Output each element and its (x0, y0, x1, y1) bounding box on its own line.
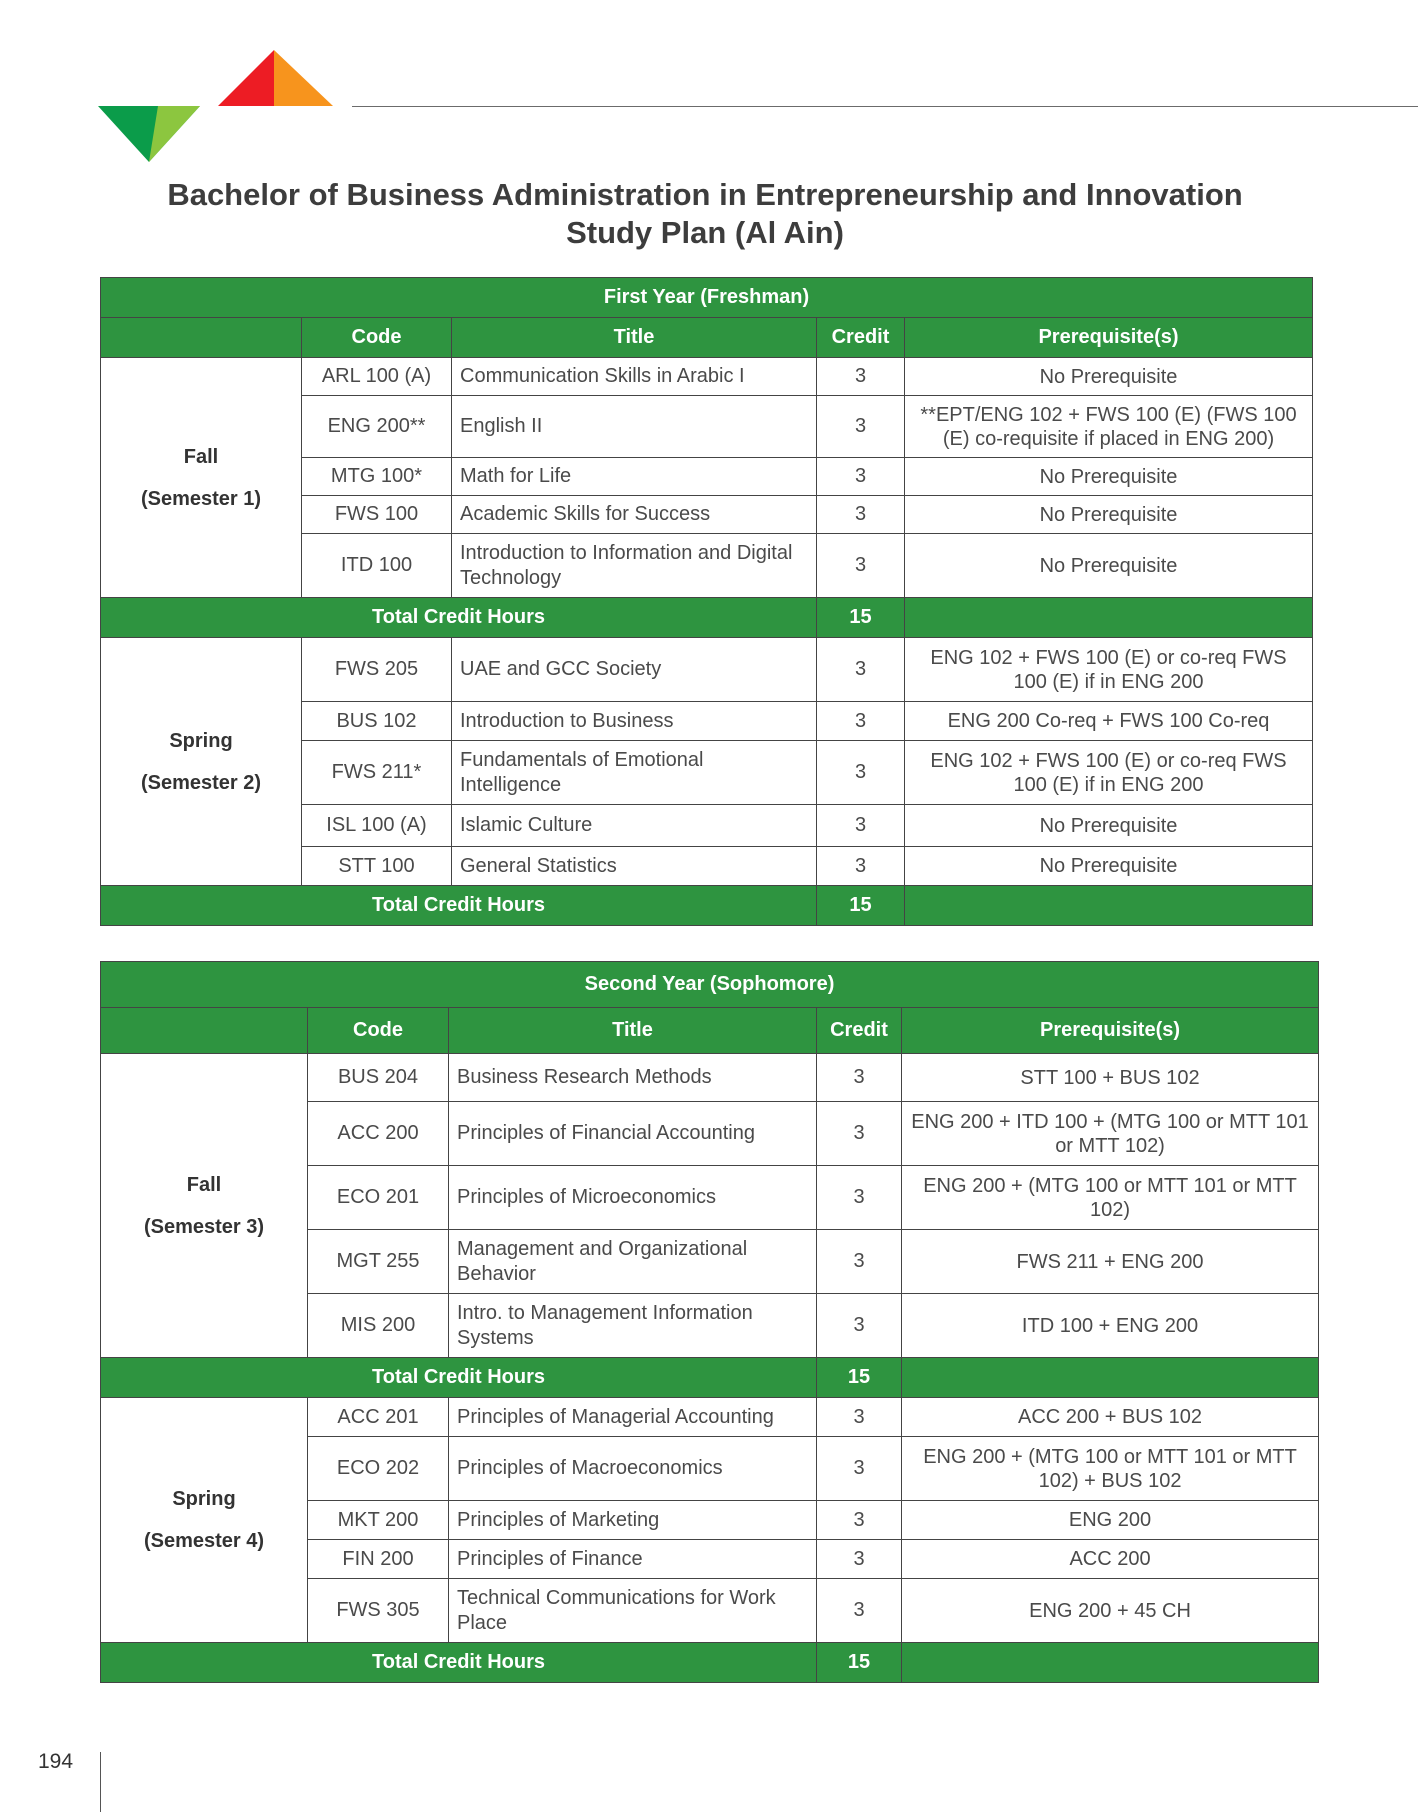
course-title: Principles of Finance (449, 1540, 817, 1579)
course-prereq: ENG 200 + 45 CH (902, 1579, 1319, 1643)
total-blank (905, 598, 1313, 638)
page-title (100, 176, 1310, 252)
total-label: Total Credit Hours (101, 1358, 817, 1398)
course-prereq: ENG 200 + (MTG 100 or MTT 101 or MTT 102) + BUS 102 (902, 1437, 1319, 1501)
table-row (101, 358, 1313, 396)
course-credit: 3 (817, 805, 905, 847)
total-label: Total Credit Hours (101, 1643, 817, 1683)
course-credit: 3 (817, 741, 905, 805)
header-title: Title (449, 1008, 817, 1054)
course-code: ISL 100 (A) (302, 805, 452, 847)
course-prereq: ACC 200 (902, 1540, 1319, 1579)
course-prereq: No Prerequisite (905, 496, 1313, 534)
course-code: ECO 202 (308, 1437, 449, 1501)
course-title: Principles of Marketing (449, 1501, 817, 1540)
course-prereq: ENG 200 + ITD 100 + (MTG 100 or MTT 101 or MTT 102) (902, 1102, 1319, 1166)
course-prereq: STT 100 + BUS 102 (902, 1054, 1319, 1102)
course-title: Intro. to Management Information Systems (449, 1294, 817, 1358)
course-credit: 3 (817, 1579, 902, 1643)
course-code: ACC 200 (308, 1102, 449, 1166)
course-code: ACC 201 (308, 1398, 449, 1437)
total-value: 15 (817, 598, 905, 638)
course-credit: 3 (817, 1501, 902, 1540)
second-year-table (100, 961, 1319, 1683)
semester-label: (Semester 1) (140, 487, 262, 510)
semester-cell (101, 1054, 308, 1358)
course-credit: 3 (817, 534, 905, 598)
total-value: 15 (817, 886, 905, 926)
total-row (101, 1358, 1319, 1398)
term-label: Spring (169, 729, 233, 752)
course-credit: 3 (817, 702, 905, 741)
course-title: Business Research Methods (449, 1054, 817, 1102)
course-title: Communication Skills in Arabic I (452, 358, 817, 396)
title-line-2: Study Plan (Al Ain) (566, 215, 844, 250)
total-blank (905, 886, 1313, 926)
course-prereq: No Prerequisite (905, 847, 1313, 886)
course-credit: 3 (817, 496, 905, 534)
semester-cell (101, 358, 302, 598)
total-value: 15 (817, 1643, 902, 1683)
course-title: Introduction to Business (452, 702, 817, 741)
course-code: ITD 100 (302, 534, 452, 598)
university-logo (98, 50, 338, 162)
course-credit: 3 (817, 847, 905, 886)
course-title: English II (452, 396, 817, 458)
course-credit: 3 (817, 458, 905, 496)
total-value: 15 (817, 1358, 902, 1398)
course-prereq: No Prerequisite (905, 534, 1313, 598)
page-number: 194 (38, 1750, 74, 1773)
total-blank (902, 1358, 1319, 1398)
course-prereq: FWS 211 + ENG 200 (902, 1230, 1319, 1294)
course-code: ENG 200** (302, 396, 452, 458)
course-credit: 3 (817, 1054, 902, 1102)
header-rule (352, 106, 1418, 107)
total-row (101, 886, 1313, 926)
term-label: Fall (186, 1173, 222, 1196)
course-title: Islamic Culture (452, 805, 817, 847)
course-title: Management and Organizational Behavior (449, 1230, 817, 1294)
header-credit: Credit (817, 1008, 902, 1054)
course-title: Math for Life (452, 458, 817, 496)
header-code: Code (308, 1008, 449, 1054)
course-prereq: ENG 200 + (MTG 100 or MTT 101 or MTT 102) (902, 1166, 1319, 1230)
course-code: FWS 100 (302, 496, 452, 534)
term-label: Fall (183, 445, 219, 468)
course-prereq: ENG 200 Co-req + FWS 100 Co-req (905, 702, 1313, 741)
course-title: Academic Skills for Success (452, 496, 817, 534)
course-prereq: ITD 100 + ENG 200 (902, 1294, 1319, 1358)
course-title: Fundamentals of Emotional Intelligence (452, 741, 817, 805)
course-prereq: No Prerequisite (905, 458, 1313, 496)
course-credit: 3 (817, 1230, 902, 1294)
course-prereq: ENG 102 + FWS 100 (E) or co-req FWS 100 (E) if in ENG 200 (905, 741, 1313, 805)
course-code: MGT 255 (308, 1230, 449, 1294)
semester-label: (Semester 2) (140, 771, 262, 794)
course-prereq: ACC 200 + BUS 102 (902, 1398, 1319, 1437)
total-row (101, 1643, 1319, 1683)
course-title: Principles of Macroeconomics (449, 1437, 817, 1501)
course-code: MIS 200 (308, 1294, 449, 1358)
course-title: Technical Communications for Work Place (449, 1579, 817, 1643)
course-code: ECO 201 (308, 1166, 449, 1230)
header-credit: Credit (817, 318, 905, 358)
course-title: Principles of Financial Accounting (449, 1102, 817, 1166)
course-prereq: **EPT/ENG 102 + FWS 100 (E) (FWS 100 (E) co-requisite if placed in ENG 200) (905, 396, 1313, 458)
total-label: Total Credit Hours (101, 598, 817, 638)
course-title: Principles of Managerial Accounting (449, 1398, 817, 1437)
table-row (101, 638, 1313, 702)
course-prereq: ENG 102 + FWS 100 (E) or co-req FWS 100 (E) if in ENG 200 (905, 638, 1313, 702)
course-code: FWS 205 (302, 638, 452, 702)
course-title: General Statistics (452, 847, 817, 886)
course-credit: 3 (817, 1437, 902, 1501)
first-year-table (100, 277, 1313, 926)
table-row (101, 1398, 1319, 1437)
year-heading: Second Year (Sophomore) (101, 962, 1319, 1008)
table-row (101, 1054, 1319, 1102)
header-blank (101, 1008, 308, 1054)
year-heading: First Year (Freshman) (101, 278, 1313, 318)
header-title: Title (452, 318, 817, 358)
semester-cell (101, 1398, 308, 1643)
course-credit: 3 (817, 396, 905, 458)
course-prereq: No Prerequisite (905, 358, 1313, 396)
semester-cell (101, 638, 302, 886)
course-code: FWS 211* (302, 741, 452, 805)
header-blank (101, 318, 302, 358)
course-credit: 3 (817, 358, 905, 396)
course-credit: 3 (817, 1398, 902, 1437)
course-code: FWS 305 (308, 1579, 449, 1643)
course-prereq: ENG 200 (902, 1501, 1319, 1540)
course-title: Introduction to Information and Digital Technology (452, 534, 817, 598)
header-prerequisites: Prerequisite(s) (902, 1008, 1319, 1054)
course-code: FIN 200 (308, 1540, 449, 1579)
total-row (101, 598, 1313, 638)
header-prerequisites: Prerequisite(s) (905, 318, 1313, 358)
page-number-rule (100, 1752, 101, 1812)
header-code: Code (302, 318, 452, 358)
title-line-1: Bachelor of Business Administration in Entrepreneurship and Innovation (167, 177, 1243, 212)
term-label: Spring (172, 1488, 236, 1510)
course-credit: 3 (817, 1294, 902, 1358)
course-code: MTG 100* (302, 458, 452, 496)
course-title: UAE and GCC Society (452, 638, 817, 702)
course-credit: 3 (817, 1102, 902, 1166)
semester-label: (Semester 4) (143, 1530, 265, 1552)
course-credit: 3 (817, 1540, 902, 1579)
course-code: BUS 102 (302, 702, 452, 741)
course-credit: 3 (817, 1166, 902, 1230)
course-code: ARL 100 (A) (302, 358, 452, 396)
semester-label: (Semester 3) (143, 1215, 265, 1238)
course-credit: 3 (817, 638, 905, 702)
course-prereq: No Prerequisite (905, 805, 1313, 847)
course-title: Principles of Microeconomics (449, 1166, 817, 1230)
total-label: Total Credit Hours (101, 886, 817, 926)
course-code: STT 100 (302, 847, 452, 886)
total-blank (902, 1643, 1319, 1683)
course-code: BUS 204 (308, 1054, 449, 1102)
course-code: MKT 200 (308, 1501, 449, 1540)
